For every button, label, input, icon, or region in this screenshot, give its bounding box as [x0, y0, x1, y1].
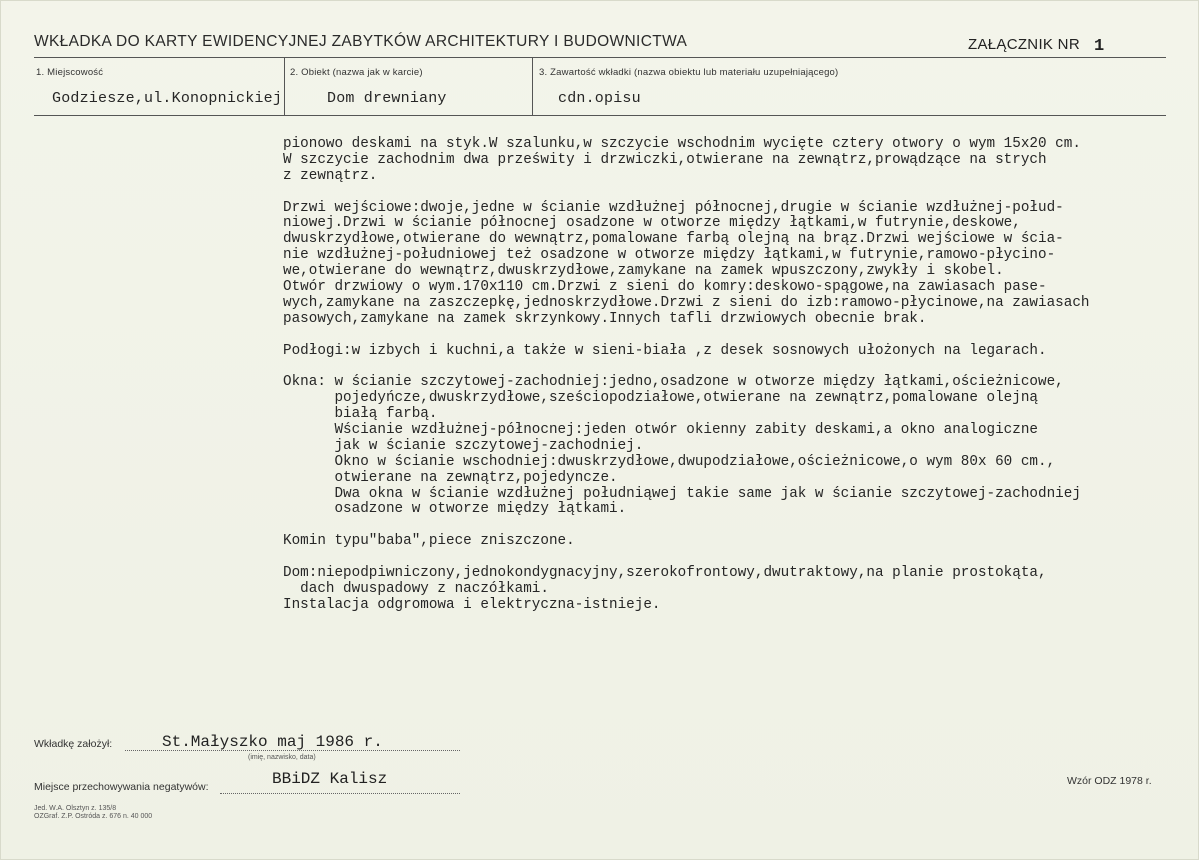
paragraph-gap [283, 185, 1089, 201]
insert-made-value: St.Małyszko maj 1986 r. [162, 733, 383, 751]
paragraph-gap [283, 328, 1089, 344]
text-line: Podłogi:w izbych i kuchni,a także w sieni-biała ,z desek sosnowych ułożonych na legarach. [283, 342, 1047, 359]
form-title: WKŁADKA DO KARTY EWIDENCYJNEJ ZABYTKÓW ARCHITEKTURY I BUDOWNICTWA [34, 33, 688, 50]
object-label: 2. Obiekt (nazwa jak w karcie) [290, 67, 423, 78]
text-line: osadzone w otworze między łątkami. [283, 501, 627, 518]
text-line: we,otwierane do wewnątrz,dwuskrzydłowe,zamykane na zamek wpuszczony,zwykły i skobel. [283, 263, 1004, 280]
text-line: Dwa okna w ścianie wzdłużnej południąwej takie same jak w ścianie szczytowej-zachodniej [283, 485, 1081, 502]
form-model: Wzór ODZ 1978 r. [1067, 775, 1152, 787]
negatives-label: Miejsce przechowywania negatywów: [34, 781, 209, 793]
text-line: niowej.Drzwi w ścianie północnej osadzone w otworze między łątkami,w futrynie,deskowe, [283, 215, 1021, 232]
text-line: dwuskrzydłowe,otwierane do wewnątrz,pomalowane farbą olejną na brąz.Drzwi wejściowe w ścia- [283, 231, 1064, 248]
content-label: 3. Zawartość wkładki (nazwa obiektu lub materiału uzupełniającego) [539, 67, 839, 78]
text-line: pojedyńcze,dwuskrzydłowe,sześciopodziałowe,otwierane na zewnątrz,pomalowane olejną [283, 390, 1038, 407]
print-note-2: OZGraf. Z.P. Ostróda z. 676 n. 40 000 [34, 813, 153, 820]
text-line: Komin typu"baba",piece zniszczone. [283, 533, 575, 550]
text-line: białą farbą. [283, 406, 438, 423]
column-divider-1 [284, 58, 285, 115]
column-divider-2 [532, 58, 533, 115]
annex-label: ZAŁĄCZNIK NR [968, 36, 1080, 53]
text-line: otwierane na zewnątrz,pojedyncze. [283, 469, 618, 486]
fields-divider [34, 115, 1166, 116]
locality-label: 1. Miejscowość [36, 67, 104, 78]
paragraph-gap [283, 518, 1089, 534]
text-line: W szczycie zachodnim dwa prześwity i drzwiczki,otwierane na zewnątrz,prowądzące na strych [283, 151, 1047, 168]
paragraph-gap [283, 359, 1089, 375]
text-line: pionowo deskami na styk.W szalunku,w szczycie wschodnim wycięte cztery otwory o wym 15x20 cm. [283, 136, 1081, 152]
object-value: Dom drewniany [327, 90, 447, 107]
text-line: dach dwuspadowy z naczółkami. [283, 580, 549, 597]
text-line: nie wzdłużnej-południowej też osadzone w otworze między łątkami,w futrynie,ramowo-płycino- [283, 247, 1056, 264]
insert-made-caption: (imię, nazwisko, data) [248, 754, 316, 761]
text-line: Instalacja odgromowa i elektryczna-istnieje. [283, 596, 661, 613]
negatives-line [220, 793, 460, 794]
text-line: Drzwi wejściowe:dwoje,jedne w ścianie wzdłużnej północnej,drugie w ścianie wzdłużnej-połud- [283, 199, 1064, 216]
print-note-1: Jed. W.A. Olsztyn z. 135/8 [34, 805, 117, 812]
text-line: Dom:niepodpiwniczony,jednokondygnacyjny,szerokofrontowy,dwutraktowy,na planie prostokąta, [283, 565, 1047, 582]
text-line: Otwór drzwiowy o wym.170x110 cm.Drzwi z sieni do komry:deskowo-spągowe,na zawiasach pase- [283, 279, 1047, 296]
text-line: Okna: w ścianie szczytowej-zachodniej:jedno,osadzone w otworze między łątkami,ościeżnicowe, [283, 374, 1064, 391]
locality-value: Godziesze,ul.Konopnickiej [52, 90, 283, 107]
insert-made-label: Wkładkę założył: [34, 738, 113, 750]
negatives-value: BBiDZ Kalisz [272, 770, 388, 788]
text-line: pasowych,zamykane na zamek skrzynkowy.Innych tafli drzwiowych obecnie brak. [283, 310, 927, 327]
content-value: cdn.opisu [558, 90, 641, 107]
header-divider [34, 57, 1166, 58]
text-line: jak w ścianie szczytowej-zachodniej. [283, 437, 644, 454]
paragraph-gap [283, 550, 1089, 566]
description-text [283, 137, 1089, 614]
text-line: z zewnątrz. [283, 167, 378, 184]
text-line: Okno w ścianie wschodniej:dwuskrzydłowe,dwupodziałowe,ościeżnicowe,o wym 80x 60 cm., [283, 453, 1056, 470]
text-line: Wścianie wzdłużnej-północnej:jeden otwór okienny zabity deskami,a okno analogiczne [283, 422, 1038, 439]
annex-number: 1 [1094, 37, 1105, 56]
text-line: wych,zamykane na zaszczepkę,jednoskrzydłowe.Drzwi z sieni do izb:ramowo-płycinowe,na zawiasach [283, 294, 1090, 311]
